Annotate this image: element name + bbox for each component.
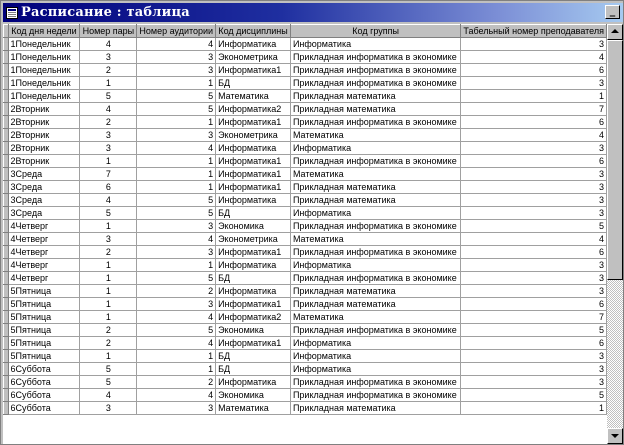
table-cell[interactable]: 3 <box>137 51 216 64</box>
table-cell[interactable]: Прикладная информатика в экономике <box>290 77 460 90</box>
table-cell[interactable]: 3 <box>137 220 216 233</box>
table-cell[interactable]: 1 <box>80 298 137 311</box>
table-row[interactable] <box>4 350 607 363</box>
table-row[interactable] <box>4 259 607 272</box>
table-cell[interactable]: 1 <box>137 259 216 272</box>
table-cell[interactable]: 4 <box>137 311 216 324</box>
table-cell[interactable]: 3Среда <box>8 194 80 207</box>
table-row[interactable] <box>4 324 607 337</box>
table-cell[interactable]: Информатика <box>290 363 460 376</box>
table-cell[interactable]: 6Суббота <box>8 376 80 389</box>
table-cell[interactable]: 3 <box>80 402 137 415</box>
table-cell[interactable]: 4Четверг <box>8 220 80 233</box>
table-cell[interactable]: 2 <box>80 324 137 337</box>
table-cell[interactable]: 5 <box>461 220 607 233</box>
table-cell[interactable]: 3Среда <box>8 207 80 220</box>
table-cell[interactable]: Математика <box>290 233 460 246</box>
column-header[interactable]: Код группы <box>290 25 460 38</box>
table-cell[interactable]: 5Пятница <box>8 337 80 350</box>
table-cell[interactable]: Математика <box>290 168 460 181</box>
table-row[interactable] <box>4 402 607 415</box>
table-cell[interactable]: 2Вторник <box>8 103 80 116</box>
table-cell[interactable]: Математика <box>290 129 460 142</box>
table-cell[interactable]: 5 <box>461 389 607 402</box>
table-row[interactable] <box>4 376 607 389</box>
table-cell[interactable]: 1 <box>80 220 137 233</box>
table-cell[interactable]: 1 <box>137 350 216 363</box>
table-cell[interactable]: Прикладная информатика в экономике <box>290 116 460 129</box>
table-row[interactable] <box>4 194 607 207</box>
table-cell[interactable]: 5 <box>461 324 607 337</box>
table-cell[interactable]: 1 <box>80 285 137 298</box>
table-cell[interactable]: Прикладная информатика в экономике <box>290 246 460 259</box>
table-cell[interactable]: Информатика1 <box>216 246 291 259</box>
table-cell[interactable]: 1 <box>80 272 137 285</box>
table-cell[interactable]: 4 <box>80 194 137 207</box>
table-cell[interactable]: 1Понедельник <box>8 90 80 103</box>
table-cell[interactable]: 5 <box>80 363 137 376</box>
table-cell[interactable]: 2 <box>80 246 137 259</box>
table-row[interactable] <box>4 311 607 324</box>
table-cell[interactable]: 3 <box>461 181 607 194</box>
table-cell[interactable]: 3 <box>461 363 607 376</box>
table-cell[interactable]: 1Понедельник <box>8 64 80 77</box>
table-cell[interactable]: Математика <box>216 402 291 415</box>
table-cell[interactable]: 4 <box>137 389 216 402</box>
table-cell[interactable]: Информатика1 <box>216 168 291 181</box>
table-cell[interactable]: Прикладная математика <box>290 298 460 311</box>
vertical-scrollbar[interactable] <box>607 24 623 444</box>
table-cell[interactable]: 1 <box>137 363 216 376</box>
table-row[interactable] <box>4 181 607 194</box>
table-cell[interactable]: Информатика <box>290 259 460 272</box>
table-cell[interactable]: 3 <box>461 376 607 389</box>
table-cell[interactable]: 5 <box>137 207 216 220</box>
table-cell[interactable]: 1 <box>137 116 216 129</box>
table-cell[interactable]: Прикладная информатика в экономике <box>290 155 460 168</box>
table-cell[interactable]: БД <box>216 207 291 220</box>
table-cell[interactable]: 5Пятница <box>8 324 80 337</box>
datasheet-grid <box>3 24 607 444</box>
table-cell[interactable]: 1Понедельник <box>8 51 80 64</box>
table-cell[interactable]: 4Четверг <box>8 272 80 285</box>
table-cell[interactable]: 3 <box>461 77 607 90</box>
column-header[interactable]: Номер пары <box>80 25 137 38</box>
table-cell[interactable]: 2Вторник <box>8 142 80 155</box>
table-row[interactable] <box>4 246 607 259</box>
table-cell[interactable]: 4 <box>461 51 607 64</box>
column-header[interactable]: Код дисциплины <box>216 25 291 38</box>
table-row[interactable] <box>4 77 607 90</box>
table-cell[interactable]: 3 <box>80 233 137 246</box>
header-row <box>4 25 607 38</box>
table-cell[interactable]: 5 <box>137 324 216 337</box>
table-cell[interactable]: 4 <box>137 38 216 51</box>
table-row[interactable] <box>4 155 607 168</box>
table-row[interactable] <box>4 220 607 233</box>
table-cell[interactable]: 3 <box>461 272 607 285</box>
table-cell[interactable]: Информатика1 <box>216 181 291 194</box>
table-row[interactable] <box>4 38 607 51</box>
table-row[interactable] <box>4 168 607 181</box>
table-cell[interactable]: 7 <box>461 103 607 116</box>
table-cell[interactable]: Прикладная информатика в экономике <box>290 389 460 402</box>
table-cell[interactable]: 1 <box>80 155 137 168</box>
table-cell[interactable]: 6 <box>461 64 607 77</box>
table-row[interactable] <box>4 363 607 376</box>
arrow-up-icon <box>611 29 619 33</box>
scroll-down-button[interactable] <box>607 428 623 444</box>
table-cell[interactable]: Математика <box>290 311 460 324</box>
table-cell[interactable]: Прикладная математика <box>290 90 460 103</box>
table-cell[interactable]: 4 <box>137 337 216 350</box>
table-cell[interactable]: 4Четверг <box>8 246 80 259</box>
table-cell[interactable]: 3 <box>137 246 216 259</box>
table-cell[interactable]: Информатика <box>290 350 460 363</box>
table-row[interactable] <box>4 298 607 311</box>
table-cell[interactable]: 3 <box>461 207 607 220</box>
table-cell[interactable]: 5 <box>137 272 216 285</box>
scroll-thumb[interactable] <box>607 40 623 280</box>
table-cell[interactable]: 1Понедельник <box>8 38 80 51</box>
table-cell[interactable]: 3 <box>461 285 607 298</box>
table-cell[interactable]: Информатика <box>216 142 291 155</box>
table-cell[interactable]: 5 <box>137 103 216 116</box>
table-cell[interactable]: 5Пятница <box>8 285 80 298</box>
table-row[interactable] <box>4 142 607 155</box>
table-row[interactable] <box>4 90 607 103</box>
column-header[interactable]: Код дня недели <box>8 25 80 38</box>
table-row[interactable] <box>4 285 607 298</box>
table-cell[interactable]: 5 <box>137 90 216 103</box>
table-cell[interactable]: 5 <box>80 90 137 103</box>
table-cell[interactable]: 6 <box>80 181 137 194</box>
table-cell[interactable]: 5Пятница <box>8 350 80 363</box>
table-cell[interactable]: Информатика <box>216 285 291 298</box>
table-cell[interactable]: 3Среда <box>8 168 80 181</box>
table-cell[interactable]: Математика <box>216 90 291 103</box>
table-cell[interactable]: 4 <box>80 389 137 402</box>
table-cell[interactable]: Информатика1 <box>216 298 291 311</box>
window-title: Расписание : таблица <box>21 5 190 20</box>
minimize-button[interactable]: _ <box>605 5 620 19</box>
table-cell[interactable]: 1 <box>80 259 137 272</box>
table-cell[interactable]: Информатика1 <box>216 337 291 350</box>
table-cell[interactable]: Информатика <box>216 259 291 272</box>
table-cell[interactable]: 1 <box>80 311 137 324</box>
table-cell[interactable]: БД <box>216 272 291 285</box>
table-cell[interactable]: 2 <box>137 285 216 298</box>
table-cell[interactable]: 2Вторник <box>8 129 80 142</box>
table-cell[interactable]: 4Четверг <box>8 259 80 272</box>
table-cell[interactable]: Прикладная информатика в экономике <box>290 272 460 285</box>
table-cell[interactable]: 5 <box>80 376 137 389</box>
table-cell[interactable]: Прикладная информатика в экономике <box>290 51 460 64</box>
table-row[interactable] <box>4 129 607 142</box>
table-cell[interactable]: Прикладная математика <box>290 285 460 298</box>
table-row[interactable] <box>4 116 607 129</box>
table-cell[interactable]: Прикладная математика <box>290 181 460 194</box>
table-cell[interactable]: Информатика1 <box>216 116 291 129</box>
table-cell[interactable]: Информатика2 <box>216 311 291 324</box>
table-row[interactable] <box>4 272 607 285</box>
schedule-table <box>3 24 607 415</box>
table-cell[interactable]: 1 <box>137 168 216 181</box>
table-cell[interactable]: Информатика <box>216 38 291 51</box>
table-cell[interactable]: 5 <box>137 194 216 207</box>
table-cell[interactable]: 3 <box>137 402 216 415</box>
table-cell[interactable]: 6 <box>461 337 607 350</box>
table-cell[interactable]: Прикладная информатика в экономике <box>290 64 460 77</box>
table-row[interactable] <box>4 233 607 246</box>
table-cell[interactable]: Информатика2 <box>216 103 291 116</box>
table-cell[interactable]: 4 <box>80 38 137 51</box>
table-cell[interactable]: Информатика <box>216 194 291 207</box>
table-row[interactable] <box>4 103 607 116</box>
table-cell[interactable]: 5Пятница <box>8 298 80 311</box>
table-cell[interactable]: Эконометрика <box>216 233 291 246</box>
table-cell[interactable]: 3 <box>461 38 607 51</box>
table-cell[interactable]: 3 <box>137 129 216 142</box>
table-row[interactable] <box>4 64 607 77</box>
table-cell[interactable]: Экономика <box>216 220 291 233</box>
table-cell[interactable]: Прикладная информатика в экономике <box>290 324 460 337</box>
table-cell[interactable]: 3 <box>461 259 607 272</box>
table-cell[interactable]: Информатика <box>290 207 460 220</box>
column-header[interactable]: Номер аудитории <box>137 25 216 38</box>
table-cell[interactable]: 2 <box>137 376 216 389</box>
table-cell[interactable]: Информатика1 <box>216 155 291 168</box>
table-cell[interactable]: БД <box>216 77 291 90</box>
table-cell[interactable]: 3 <box>461 142 607 155</box>
table-cell[interactable]: 3 <box>80 51 137 64</box>
table-cell[interactable]: 1 <box>137 77 216 90</box>
table-cell[interactable]: 2 <box>80 337 137 350</box>
table-cell[interactable]: Информатика <box>290 38 460 51</box>
table-cell[interactable]: Информатика <box>290 142 460 155</box>
table-cell[interactable]: 1 <box>137 181 216 194</box>
table-cell[interactable]: Прикладная математика <box>290 103 460 116</box>
table-cell[interactable]: 6 <box>461 155 607 168</box>
table-cell[interactable]: 4 <box>137 233 216 246</box>
table-cell[interactable]: 5Пятница <box>8 311 80 324</box>
title-bar[interactable] <box>3 3 623 22</box>
table-cell[interactable]: 3 <box>137 298 216 311</box>
table-cell[interactable]: Прикладная математика <box>290 194 460 207</box>
table-cell[interactable]: 6Суббота <box>8 389 80 402</box>
table-cell[interactable]: 4 <box>461 233 607 246</box>
column-header[interactable]: Табельный номер преподавателя <box>461 25 607 38</box>
table-cell[interactable]: БД <box>216 363 291 376</box>
table-cell[interactable]: 3 <box>461 194 607 207</box>
table-cell[interactable]: 7 <box>80 168 137 181</box>
table-cell[interactable]: 4Четверг <box>8 233 80 246</box>
table-cell[interactable]: 1 <box>461 90 607 103</box>
table-cell[interactable]: Прикладная информатика в экономике <box>290 376 460 389</box>
table-cell[interactable]: 1 <box>80 77 137 90</box>
table-cell[interactable]: 2Вторник <box>8 155 80 168</box>
table-cell[interactable]: Эконометрика <box>216 51 291 64</box>
table-cell[interactable]: 2Вторник <box>8 116 80 129</box>
table-cell[interactable]: 6 <box>461 246 607 259</box>
table-cell[interactable]: 4 <box>461 129 607 142</box>
table-cell[interactable]: 3 <box>80 129 137 142</box>
table-cell[interactable]: 2 <box>80 64 137 77</box>
table-cell[interactable]: Информатика <box>216 376 291 389</box>
table-row[interactable] <box>4 207 607 220</box>
table-cell[interactable]: 3 <box>461 168 607 181</box>
table-cell[interactable]: Экономика <box>216 389 291 402</box>
table-row[interactable] <box>4 337 607 350</box>
table-row[interactable] <box>4 389 607 402</box>
table-cell[interactable]: Экономика <box>216 324 291 337</box>
table-cell[interactable]: Эконометрика <box>216 129 291 142</box>
table-cell[interactable]: 4 <box>137 142 216 155</box>
table-cell[interactable]: 3 <box>80 142 137 155</box>
table-cell[interactable]: Информатика <box>290 337 460 350</box>
table-cell[interactable]: 1Понедельник <box>8 77 80 90</box>
table-cell[interactable]: 2 <box>80 116 137 129</box>
table-cell[interactable]: 6 <box>461 116 607 129</box>
datasheet-icon[interactable] <box>6 7 18 19</box>
table-cell[interactable]: 3 <box>137 64 216 77</box>
table-cell[interactable]: 5 <box>80 207 137 220</box>
table-cell[interactable]: Прикладная математика <box>290 402 460 415</box>
table-cell[interactable]: Информатика1 <box>216 64 291 77</box>
table-cell[interactable]: 6 <box>461 298 607 311</box>
table-cell[interactable]: 6Суббота <box>8 402 80 415</box>
table-cell[interactable]: 7 <box>461 311 607 324</box>
scroll-up-button[interactable] <box>607 24 623 40</box>
table-cell[interactable]: 1 <box>461 402 607 415</box>
arrow-down-icon <box>611 434 619 438</box>
table-cell[interactable]: Прикладная информатика в экономике <box>290 220 460 233</box>
table-cell[interactable]: БД <box>216 350 291 363</box>
table-cell[interactable]: 4 <box>80 103 137 116</box>
table-cell[interactable]: 6Суббота <box>8 363 80 376</box>
table-cell[interactable]: 1 <box>80 350 137 363</box>
table-cell[interactable]: 3Среда <box>8 181 80 194</box>
table-cell[interactable]: 3 <box>461 350 607 363</box>
table-row[interactable] <box>4 51 607 64</box>
table-cell[interactable]: 1 <box>137 155 216 168</box>
